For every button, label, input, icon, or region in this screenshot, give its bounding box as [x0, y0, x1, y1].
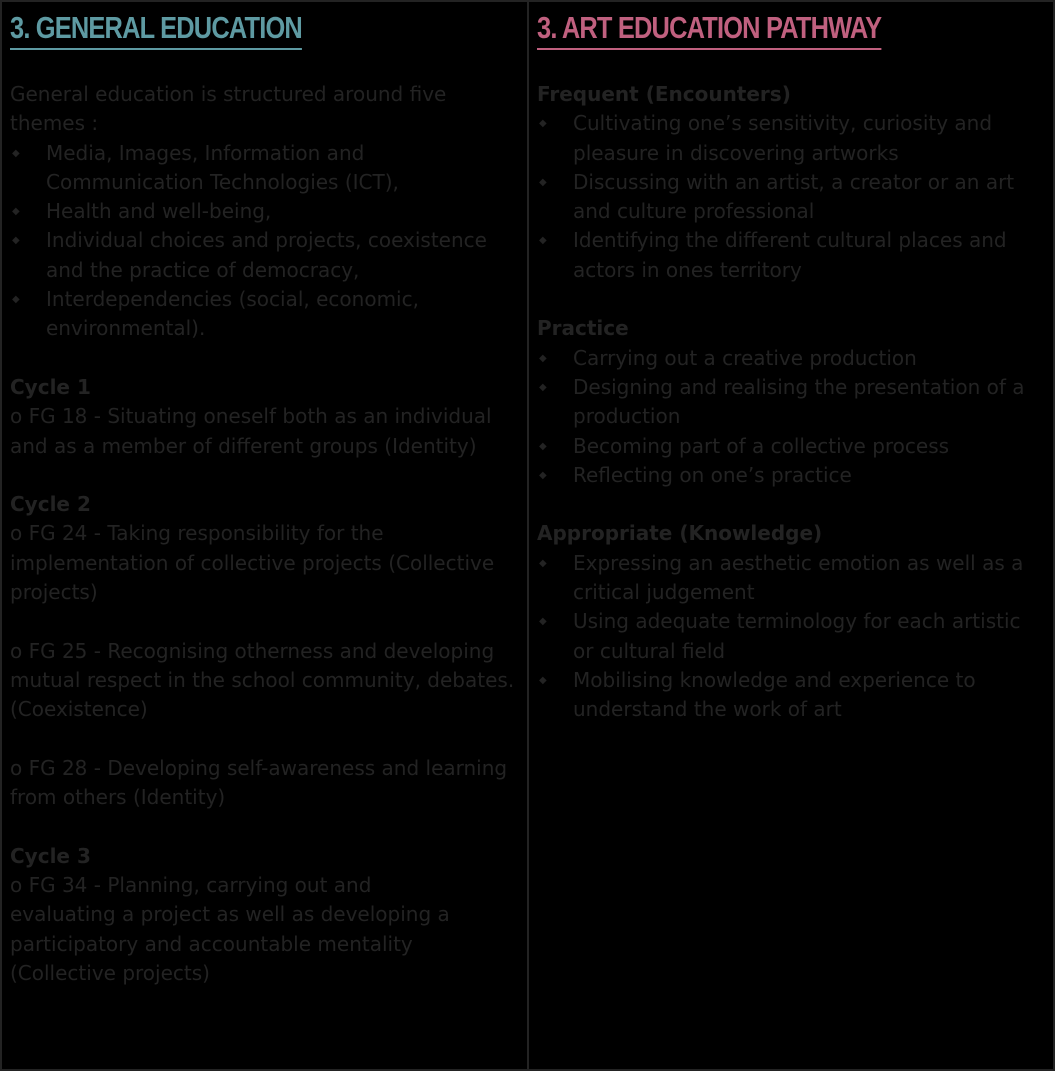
list-item: ◆ Expressing an aesthetic emotion as well as a critical judgement — [537, 549, 1045, 608]
cycle-item: o FG 18 - Situating oneself both as an individual and as a member of different groups (Identity) — [10, 404, 492, 458]
cycle-heading: Cycle 3 — [10, 843, 91, 868]
section-heading: Practice — [537, 316, 629, 341]
section-heading: Appropriate (Knowledge) — [537, 521, 823, 546]
general-education-column — [2, 2, 529, 1069]
cycle-item: o FG 25 - Recognising otherness and developing mutual respect in the school community, debates. (Coexistence) — [10, 638, 515, 722]
intro-text: General education is structured around five themes : — [10, 82, 447, 136]
list-item: ◆ Designing and realising the presentation of a production — [537, 373, 1045, 432]
list-item: ◆ Health and well-being, — [10, 197, 519, 226]
section-heading: Frequent (Encounters) — [537, 82, 791, 106]
art-education-column — [529, 2, 1053, 1069]
cycle-item: o FG 34 - Planning, carrying out and evaluating a project as well as developing a participatory and accountable mentality (Collective projects) — [10, 873, 450, 985]
themes-list — [10, 139, 519, 344]
cycle-item: o FG 24 - Taking responsibility for the implementation of collective projects (Collective projects) — [10, 521, 495, 605]
list-item: ◆ Individual choices and projects, coexistence and the practice of democracy, — [10, 226, 519, 285]
list-item: ◆ Carrying out a creative production — [537, 344, 1045, 373]
general-education-title: 3. GENERAL EDUCATION — [10, 8, 302, 50]
cycle-item: o FG 28 - Developing self-awareness and learning from others (Identity) — [10, 755, 508, 810]
list-item: ◆ Becoming part of a collective process — [537, 432, 1045, 461]
cycle-heading: Cycle 1 — [10, 374, 91, 399]
list-item: ◆ Media, Images, Information and Communication Technologies (ICT), — [10, 139, 519, 198]
list-item: ◆ Discussing with an artist, a creator or an art and culture professional — [537, 168, 1045, 227]
cycle-heading: Cycle 2 — [10, 492, 91, 517]
list-item: ◆ Interdependencies (social, economic, environmental). — [10, 285, 519, 344]
art-education-title: 3. ART EDUCATION PATHWAY — [537, 8, 881, 50]
list-item: ◆ Using adequate terminology for each artistic or cultural field — [537, 607, 1045, 666]
list-item: ◆ Reflecting on one’s practice — [537, 461, 1045, 490]
list-item: ◆ Identifying the different cultural places and actors in ones territory — [537, 226, 1045, 285]
list-item: ◆ Mobilising knowledge and experience to understand the work of art — [537, 666, 1045, 725]
list-item: ◆ Cultivating one’s sensitivity, curiosity and pleasure in discovering artworks — [537, 109, 1045, 168]
